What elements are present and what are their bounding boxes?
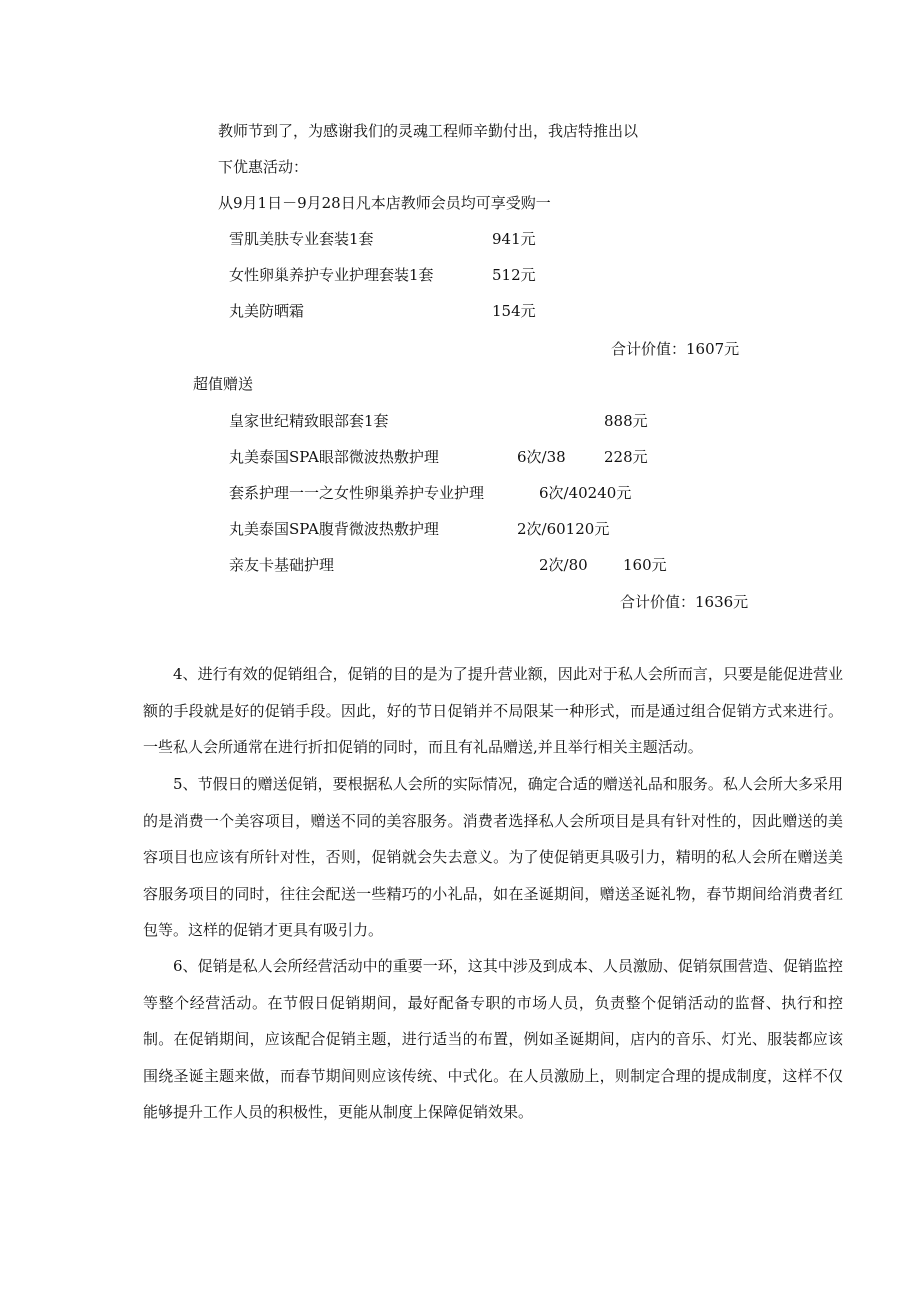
- purchase-item-price: 154元: [492, 302, 536, 320]
- gift-item-price: 888元: [604, 412, 648, 430]
- gift-item-name: 套系护理一一之女性卵巢养护专业护理: [229, 484, 485, 502]
- gift-item-times: 6次/38: [517, 448, 566, 466]
- gift-item-price: 160元: [623, 556, 667, 574]
- paragraph-5: [143, 766, 843, 949]
- purchase-item-name: 丸美防晒霜: [229, 302, 305, 320]
- gift-item-times: 6次/40240元: [539, 484, 632, 502]
- gift-item-name: 丸美泰国SPA腹背微波热敷护理: [229, 520, 439, 538]
- gift-item-times: 2次/60120元: [517, 520, 610, 538]
- purchase-item-price: 941元: [492, 230, 536, 248]
- paragraph-text: 6、促销是私人会所经营活动中的重要一环，这其中涉及到成本、人员激励、促销氛围营造、促销监控等整个经营活动。在节假日促销期间，最好配备专职的市场人员，负责整个促销活动的监督、执行和控制。在促销期间，应该配合促销主题，进行适当的布置，例如圣诞期间，店内的音乐、灯光、服装都应该围绕圣诞主题来做，而春节期间则应该传统、中式化。在人员激励上，则制定合理的提成制度，这样不仅能够提升工作人员的积极性，更能从制度上保障促销效果。: [143, 957, 843, 1121]
- gift-item-name: 丸美泰国SPA眼部微波热敷护理: [229, 448, 439, 466]
- gift-item-times: 2次/80: [539, 556, 588, 574]
- gift-total: 合计价值：1636元: [620, 593, 749, 611]
- intro-line-2: 下优惠活动：: [218, 158, 309, 176]
- intro-line-1: 教师节到了，为感谢我们的灵魂工程师辛勤付出，我店特推出以: [218, 122, 639, 140]
- paragraph-4: [143, 656, 843, 766]
- gift-heading: 超值赠送: [193, 375, 254, 393]
- paragraph-6: [143, 948, 843, 1131]
- purchase-item-name: 女性卵巢养护专业护理套装1套: [229, 266, 434, 284]
- paragraph-text: 5、节假日的赠送促销，要根据私人会所的实际情况，确定合适的赠送礼品和服务。私人会所大多采用的是消费一个美容项目，赠送不同的美容服务。消费者选择私人会所项目是具有针对性的，因此赠送的美容项目也应该有所针对性，否则，促销就会失去意义。为了使促销更具吸引力，精明的私人会所在赠送美容服务项目的同时，往往会配送一些精巧的小礼品，如在圣诞期间，赠送圣诞礼物，春节期间给消费者红包等。这样的促销才更具有吸引力。: [143, 775, 843, 939]
- purchase-item-name: 雪肌美肤专业套装1套: [229, 230, 374, 248]
- paragraph-text: 4、进行有效的促销组合，促销的目的是为了提升营业额，因此对于私人会所而言，只要是能促进营业额的手段就是好的促销手段。因此，好的节日促销并不局限某一种形式，而是通过组合促销方式来进行。一些私人会所通常在进行折扣促销的同时，而且有礼品赠送,并且举行相关主题活动。: [143, 665, 843, 756]
- gift-item-price: 228元: [604, 448, 648, 466]
- intro-line-3: 从9月1日－9月28日凡本店教师会员均可享受购一: [218, 194, 551, 212]
- purchase-total: 合计价值：1607元: [611, 340, 740, 358]
- gift-item-name: 皇家世纪精致眼部套1套: [229, 412, 389, 430]
- gift-item-name: 亲友卡基础护理: [229, 556, 335, 574]
- purchase-item-price: 512元: [492, 266, 536, 284]
